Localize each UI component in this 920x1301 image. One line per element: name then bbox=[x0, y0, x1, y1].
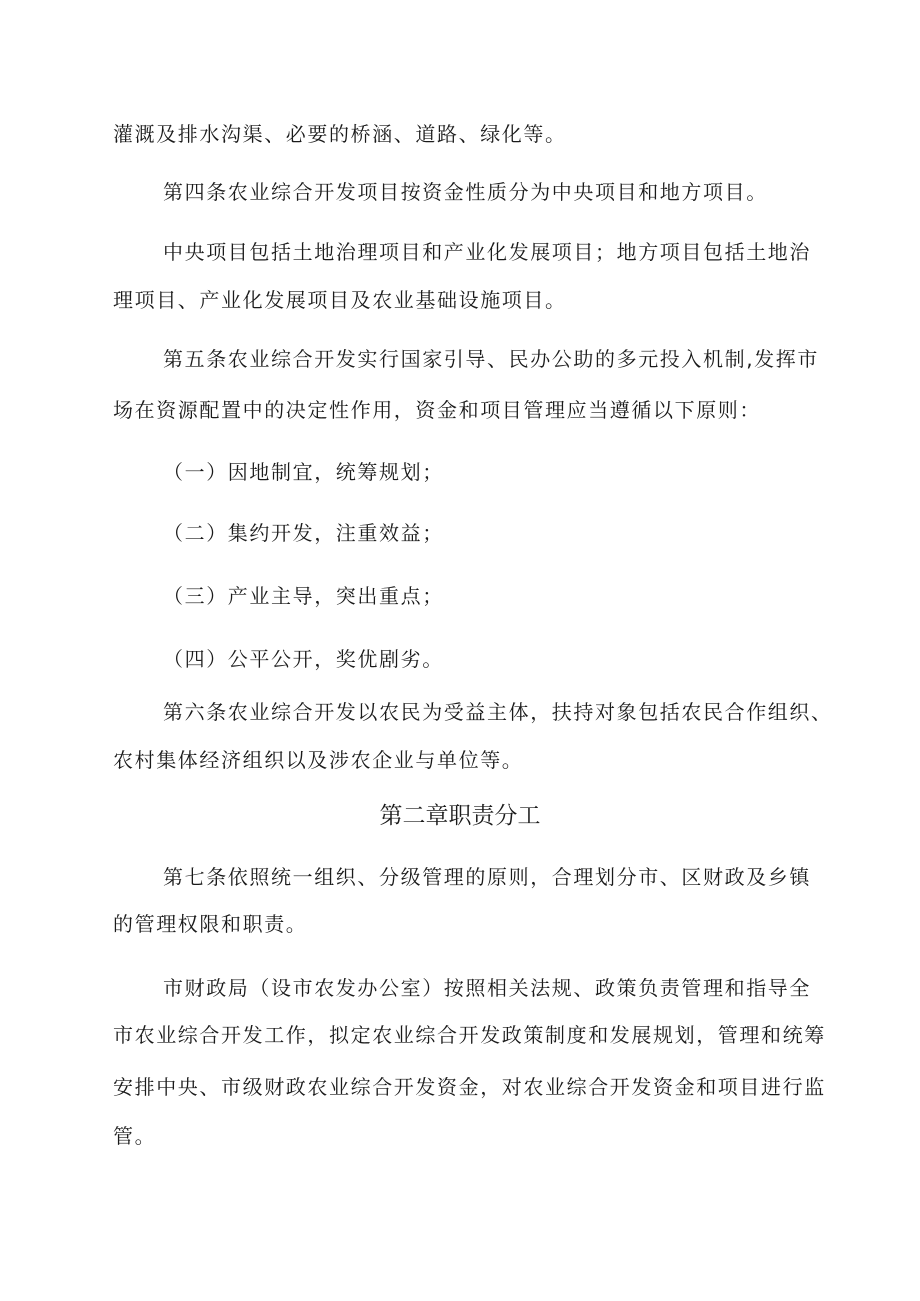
paragraph-line: 的管理权限和职责。 bbox=[113, 912, 308, 936]
principle-item-1: （一）因地制宜，统筹规划； bbox=[163, 460, 444, 484]
article-7-line: 第七条依照统一组织、分级管理的原则，合理划分市、区财政及乡镇 bbox=[163, 865, 811, 889]
article-5-line: 第五条农业综合开发实行国家引导、民办公助的多元投入机制,发挥市 bbox=[163, 347, 819, 371]
paragraph-line: 安排中央、市级财政农业综合开发资金，对农业综合开发资金和项目进行监 bbox=[113, 1075, 826, 1099]
paragraph-line: 理项目、产业化发展项目及农业基础设施项目。 bbox=[113, 288, 567, 312]
paragraph-line: 场在资源配置中的决定性作用，资金和项目管理应当遵循以下原则： bbox=[113, 398, 761, 422]
principle-item-3: （三）产业主导，突出重点； bbox=[163, 584, 444, 608]
principle-item-2: （二）集约开发，注重效益； bbox=[163, 521, 444, 545]
paragraph-line: 灌溉及排水沟渠、必要的桥涵、道路、绿化等。 bbox=[113, 122, 567, 146]
paragraph-line: 管。 bbox=[113, 1124, 157, 1148]
paragraph-line: 市财政局（设市农发办公室）按照相关法规、政策负责管理和指导全 bbox=[163, 976, 811, 1000]
chapter-heading: 第二章职责分工 bbox=[379, 803, 541, 829]
article-6-line: 第六条农业综合开发以农民为受益主体，扶持对象包括农民合作组织、 bbox=[163, 700, 833, 724]
paragraph-line: 农村集体经济组织以及涉农企业与单位等。 bbox=[113, 748, 524, 772]
paragraph-line: 市农业综合开发工作，拟定农业综合开发政策制度和发展规划，管理和统筹 bbox=[113, 1023, 826, 1047]
principle-item-4: （四）公平公开，奖优剧劣。 bbox=[163, 647, 444, 671]
paragraph-line: 中央项目包括土地治理项目和产业化发展项目；地方项目包括土地治 bbox=[163, 240, 811, 264]
article-4-line: 第四条农业综合开发项目按资金性质分为中央项目和地方项目。 bbox=[163, 180, 768, 204]
